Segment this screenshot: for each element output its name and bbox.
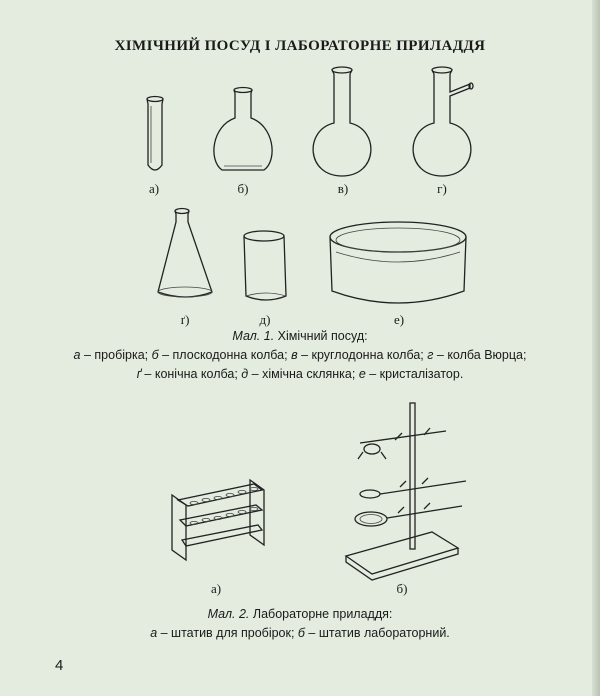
caption-text: – пробірка; <box>80 348 152 362</box>
caption-text: – плоскодонна колба; <box>158 348 292 362</box>
flat-bottom-flask-drawing <box>214 88 272 171</box>
page-title: ХІМІЧНИЙ ПОСУД І ЛАБОРАТОРНЕ ПРИЛАДДЯ <box>114 38 486 54</box>
caption-key: а <box>150 626 158 640</box>
test-tube-drawing <box>147 97 163 171</box>
caption-key: г <box>427 348 434 362</box>
round-bottom-flask-drawing <box>313 67 371 176</box>
caption-text: – кристалізатор. <box>365 367 464 381</box>
caption-key: е <box>358 367 366 381</box>
figure2-caption-line2 <box>0 624 600 643</box>
caption-key: б <box>151 348 159 362</box>
caption-key: в <box>291 348 298 362</box>
caption-key: д <box>241 367 249 381</box>
caption-text: – штатив для пробірок; <box>157 626 298 640</box>
figure1-number: Мал. 1. <box>232 329 275 343</box>
caption-text: – колба Вюрца; <box>433 348 527 362</box>
conical-flask-drawing <box>158 209 212 298</box>
figure1-caption-line2 <box>0 346 600 365</box>
label-round-bottom-flask: в) <box>337 181 349 196</box>
label-conical-flask: ґ) <box>180 312 190 327</box>
test-tube-rack-drawing <box>172 480 264 560</box>
page-number: 4 <box>55 657 64 674</box>
figure2-number: Мал. 2. <box>207 607 250 621</box>
caption-text: – конічна колба; <box>140 367 242 381</box>
label-test-tube: а) <box>148 181 160 196</box>
figure2-caption <box>0 605 600 643</box>
caption-key: ґ <box>136 367 141 381</box>
figure2-caption-title <box>0 605 600 624</box>
crystallizer-drawing <box>330 222 466 303</box>
laboratory-stand-drawing <box>346 403 466 580</box>
figure2-title: Лабораторне приладдя: <box>252 607 393 621</box>
beaker-drawing <box>244 231 286 300</box>
figure1-title: Хімічний посуд: <box>277 329 368 343</box>
caption-text: – штатив лабораторний. <box>304 626 450 640</box>
label-test-tube-rack: а) <box>210 581 222 596</box>
label-laboratory-stand: б) <box>396 581 408 596</box>
caption-text: – хімічна склянка; <box>248 367 359 381</box>
figure1-caption-title <box>0 327 600 346</box>
caption-key: б <box>297 626 305 640</box>
label-flat-bottom-flask: б) <box>237 181 249 196</box>
label-wurtz-flask: г) <box>437 181 447 196</box>
wurtz-flask-drawing <box>413 67 473 176</box>
figure1-caption-line3 <box>0 365 600 384</box>
caption-text: – круглодонна колба; <box>297 348 428 362</box>
figure1-caption <box>0 327 600 384</box>
caption-key: а <box>73 348 81 362</box>
label-crystallizer: е) <box>393 312 405 327</box>
label-beaker: д) <box>259 312 271 327</box>
